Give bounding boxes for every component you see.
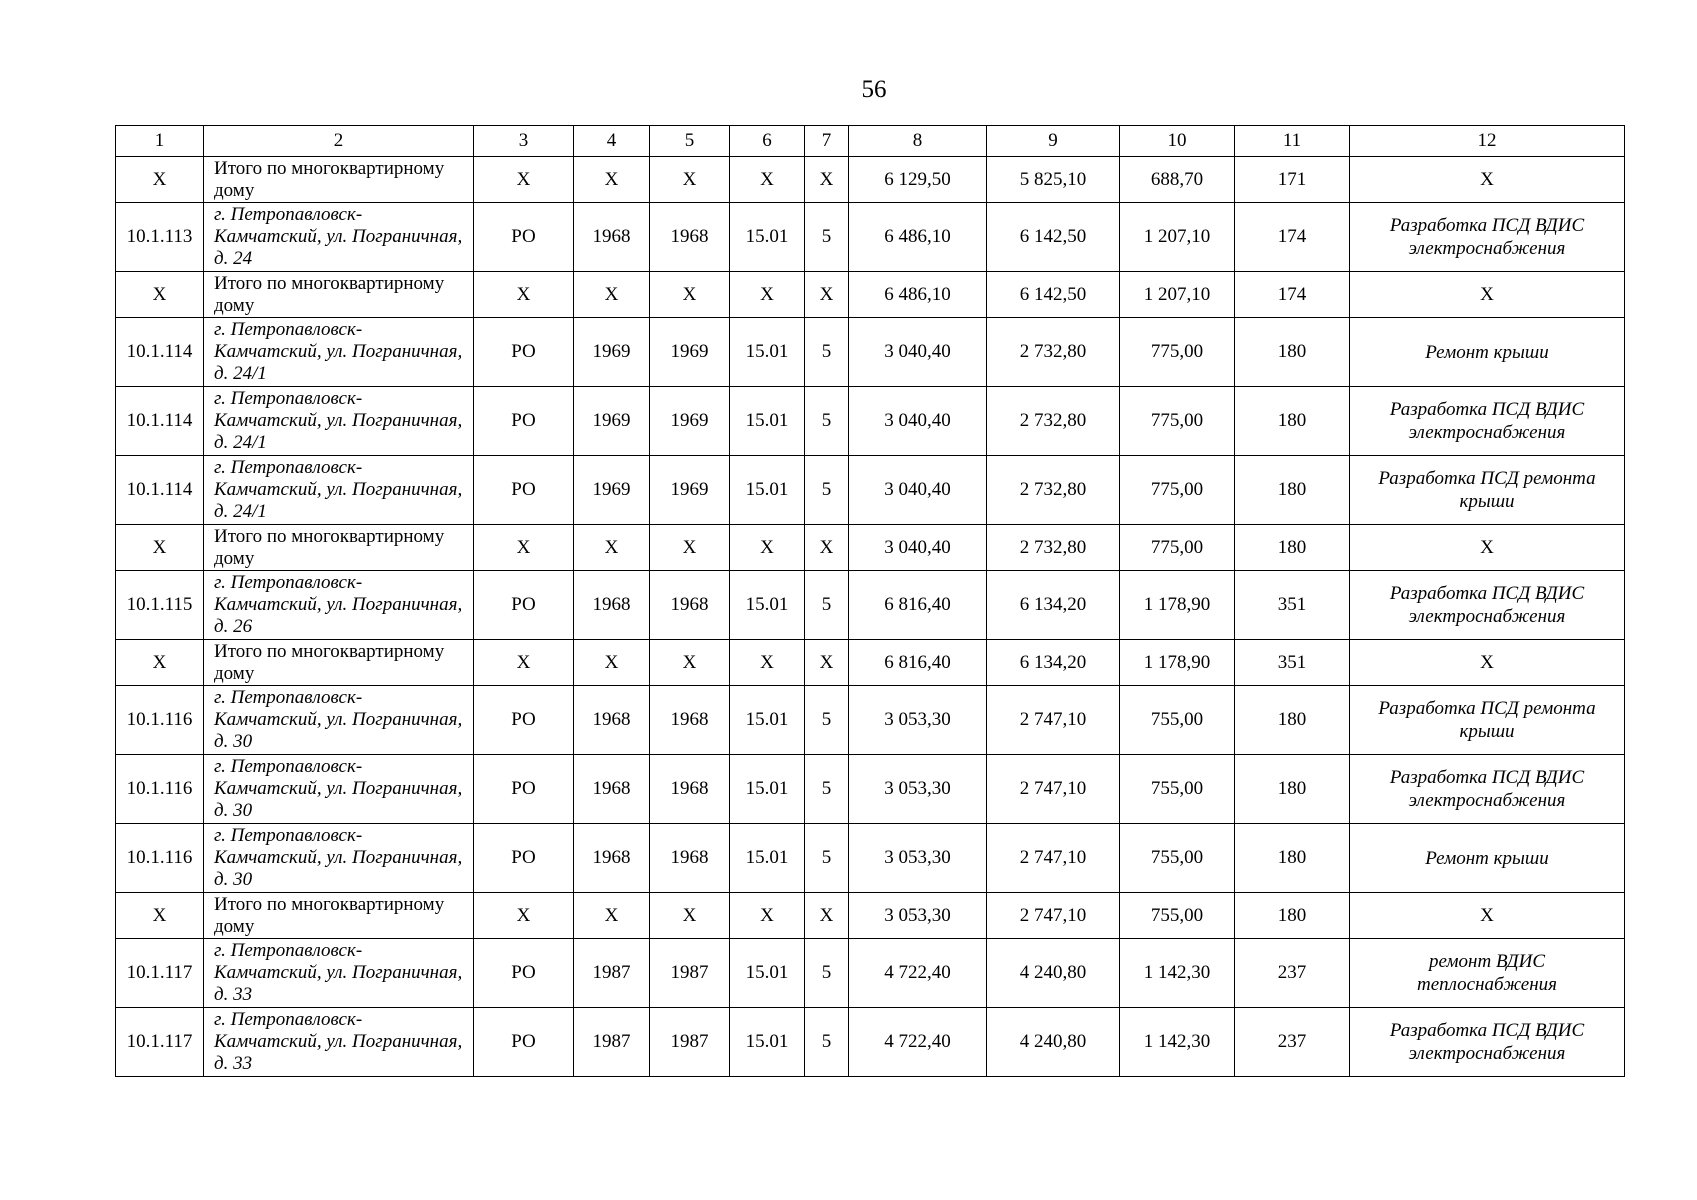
- cell-owner-type: РО: [474, 755, 574, 824]
- cell-item-code: 10.1.114: [116, 387, 204, 456]
- column-number-3: 3: [474, 126, 574, 157]
- cell-total-area: 6 129,50: [849, 157, 987, 203]
- total-row: [116, 893, 1625, 939]
- cell-item-code: 10.1.116: [116, 824, 204, 893]
- cell-year-built: 1969: [574, 387, 650, 456]
- cell-owner-type: X: [474, 525, 574, 571]
- cell-owner-type: РО: [474, 686, 574, 755]
- cell-address: г. Петропавловск-Камчатский, ул. Пограничная, д. 24/1: [204, 387, 474, 456]
- cell-work-type: Разработка ПСД ремонта крыши: [1350, 686, 1625, 755]
- cell-living-area: 6 142,50: [987, 203, 1120, 272]
- cell-living-area: 4 240,80: [987, 1008, 1120, 1077]
- cell-total-area: 3 053,30: [849, 686, 987, 755]
- table-row: [116, 1008, 1625, 1077]
- cell-work-type: Разработка ПСД ВДИС электроснабжения: [1350, 571, 1625, 640]
- cell-year-built: 1968: [574, 203, 650, 272]
- cell-living-area: 6 142,50: [987, 272, 1120, 318]
- column-number-6: 6: [730, 126, 805, 157]
- cell-work-type: Ремонт крыши: [1350, 318, 1625, 387]
- cell-wall-material-code: X: [730, 893, 805, 939]
- cell-wall-material-code: 15.01: [730, 571, 805, 640]
- cell-work-type: ремонт ВДИС теплоснабжения: [1350, 939, 1625, 1008]
- total-row: [116, 525, 1625, 571]
- cell-floors: 5: [805, 203, 849, 272]
- cell-address: Итого по многоквартирному дому: [204, 272, 474, 318]
- program-table: [115, 125, 1625, 1077]
- cell-owner-type: РО: [474, 1008, 574, 1077]
- column-number-7: 7: [805, 126, 849, 157]
- cell-year-commissioned: X: [650, 157, 730, 203]
- column-number-9: 9: [987, 126, 1120, 157]
- cell-item-code: 10.1.116: [116, 755, 204, 824]
- page-number: 56: [861, 76, 887, 103]
- cell-work-type: X: [1350, 640, 1625, 686]
- cell-floors: 5: [805, 755, 849, 824]
- cell-residents: 180: [1235, 893, 1350, 939]
- cell-work-type: X: [1350, 525, 1625, 571]
- cell-year-built: 1968: [574, 686, 650, 755]
- table-row: [116, 571, 1625, 640]
- cell-item-code: 10.1.113: [116, 203, 204, 272]
- cell-residents: 180: [1235, 686, 1350, 755]
- column-number-12: 12: [1350, 126, 1625, 157]
- cell-address: г. Петропавловск-Камчатский, ул. Пограничная, д. 24/1: [204, 318, 474, 387]
- cell-year-commissioned: 1968: [650, 755, 730, 824]
- cell-non-living-area: 1 207,10: [1120, 272, 1235, 318]
- table-row: [116, 755, 1625, 824]
- table-row: [116, 686, 1625, 755]
- cell-year-built: 1968: [574, 824, 650, 893]
- cell-residents: 180: [1235, 456, 1350, 525]
- cell-year-built: X: [574, 640, 650, 686]
- cell-floors: 5: [805, 571, 849, 640]
- cell-owner-type: РО: [474, 824, 574, 893]
- column-number-10: 10: [1120, 126, 1235, 157]
- cell-address: г. Петропавловск-Камчатский, ул. Пограничная, д. 30: [204, 755, 474, 824]
- cell-year-commissioned: 1968: [650, 686, 730, 755]
- cell-residents: 180: [1235, 525, 1350, 571]
- cell-non-living-area: 755,00: [1120, 686, 1235, 755]
- cell-total-area: 6 816,40: [849, 571, 987, 640]
- cell-total-area: 4 722,40: [849, 1008, 987, 1077]
- cell-item-code: 10.1.114: [116, 456, 204, 525]
- cell-address: г. Петропавловск-Камчатский, ул. Пограничная, д. 33: [204, 939, 474, 1008]
- cell-work-type: Разработка ПСД ВДИС электроснабжения: [1350, 755, 1625, 824]
- cell-residents: 237: [1235, 1008, 1350, 1077]
- cell-floors: X: [805, 640, 849, 686]
- cell-address: Итого по многоквартирному дому: [204, 157, 474, 203]
- cell-floors: X: [805, 272, 849, 318]
- cell-total-area: 3 040,40: [849, 525, 987, 571]
- cell-total-area: 3 053,30: [849, 755, 987, 824]
- cell-living-area: 6 134,20: [987, 640, 1120, 686]
- cell-owner-type: РО: [474, 571, 574, 640]
- cell-floors: 5: [805, 824, 849, 893]
- cell-wall-material-code: X: [730, 640, 805, 686]
- cell-work-type: Разработка ПСД ВДИС электроснабжения: [1350, 387, 1625, 456]
- cell-year-built: 1969: [574, 456, 650, 525]
- cell-non-living-area: 775,00: [1120, 318, 1235, 387]
- cell-year-commissioned: 1968: [650, 203, 730, 272]
- cell-non-living-area: 755,00: [1120, 893, 1235, 939]
- cell-year-commissioned: 1969: [650, 456, 730, 525]
- cell-year-built: X: [574, 157, 650, 203]
- cell-residents: 174: [1235, 272, 1350, 318]
- cell-wall-material-code: 15.01: [730, 755, 805, 824]
- cell-floors: 5: [805, 686, 849, 755]
- cell-non-living-area: 755,00: [1120, 824, 1235, 893]
- cell-work-type: Разработка ПСД ремонта крыши: [1350, 456, 1625, 525]
- cell-item-code: X: [116, 525, 204, 571]
- cell-residents: 171: [1235, 157, 1350, 203]
- cell-floors: 5: [805, 387, 849, 456]
- cell-floors: 5: [805, 318, 849, 387]
- cell-item-code: X: [116, 893, 204, 939]
- cell-item-code: X: [116, 272, 204, 318]
- cell-year-commissioned: X: [650, 272, 730, 318]
- cell-non-living-area: 688,70: [1120, 157, 1235, 203]
- column-number-1: 1: [116, 126, 204, 157]
- cell-wall-material-code: 15.01: [730, 387, 805, 456]
- table-row: [116, 318, 1625, 387]
- cell-non-living-area: 775,00: [1120, 525, 1235, 571]
- cell-total-area: 3 053,30: [849, 893, 987, 939]
- column-number-11: 11: [1235, 126, 1350, 157]
- cell-year-built: 1987: [574, 1008, 650, 1077]
- cell-total-area: 3 040,40: [849, 318, 987, 387]
- table-row: [116, 456, 1625, 525]
- cell-address: г. Петропавловск-Камчатский, ул. Пограничная, д. 33: [204, 1008, 474, 1077]
- cell-wall-material-code: 15.01: [730, 939, 805, 1008]
- cell-year-commissioned: 1987: [650, 1008, 730, 1077]
- cell-year-commissioned: 1968: [650, 571, 730, 640]
- cell-living-area: 2 747,10: [987, 893, 1120, 939]
- cell-wall-material-code: 15.01: [730, 318, 805, 387]
- cell-item-code: 10.1.115: [116, 571, 204, 640]
- cell-item-code: 10.1.117: [116, 1008, 204, 1077]
- cell-year-commissioned: 1969: [650, 318, 730, 387]
- cell-wall-material-code: 15.01: [730, 824, 805, 893]
- cell-owner-type: X: [474, 157, 574, 203]
- cell-address: Итого по многоквартирному дому: [204, 893, 474, 939]
- cell-item-code: X: [116, 157, 204, 203]
- cell-total-area: 4 722,40: [849, 939, 987, 1008]
- cell-wall-material-code: 15.01: [730, 1008, 805, 1077]
- cell-wall-material-code: X: [730, 157, 805, 203]
- cell-item-code: 10.1.114: [116, 318, 204, 387]
- cell-wall-material-code: 15.01: [730, 456, 805, 525]
- cell-non-living-area: 1 142,30: [1120, 939, 1235, 1008]
- cell-floors: 5: [805, 456, 849, 525]
- cell-year-built: 1968: [574, 755, 650, 824]
- cell-total-area: 3 040,40: [849, 387, 987, 456]
- cell-floors: 5: [805, 939, 849, 1008]
- table-row: [116, 203, 1625, 272]
- cell-year-commissioned: X: [650, 525, 730, 571]
- cell-non-living-area: 1 142,30: [1120, 1008, 1235, 1077]
- cell-year-built: 1969: [574, 318, 650, 387]
- cell-year-commissioned: X: [650, 640, 730, 686]
- cell-living-area: 5 825,10: [987, 157, 1120, 203]
- cell-living-area: 2 732,80: [987, 387, 1120, 456]
- cell-floors: X: [805, 157, 849, 203]
- table-body: [116, 126, 1625, 1077]
- cell-year-built: 1968: [574, 571, 650, 640]
- cell-living-area: 2 732,80: [987, 525, 1120, 571]
- cell-living-area: 2 747,10: [987, 824, 1120, 893]
- cell-residents: 351: [1235, 571, 1350, 640]
- table-row: [116, 387, 1625, 456]
- cell-living-area: 2 747,10: [987, 755, 1120, 824]
- cell-living-area: 2 732,80: [987, 318, 1120, 387]
- cell-non-living-area: 1 207,10: [1120, 203, 1235, 272]
- total-row: [116, 640, 1625, 686]
- cell-address: г. Петропавловск-Камчатский, ул. Пограничная, д. 24: [204, 203, 474, 272]
- cell-residents: 180: [1235, 824, 1350, 893]
- cell-work-type: Разработка ПСД ВДИС электроснабжения: [1350, 1008, 1625, 1077]
- cell-floors: 5: [805, 1008, 849, 1077]
- cell-total-area: 3 040,40: [849, 456, 987, 525]
- cell-year-built: X: [574, 525, 650, 571]
- cell-year-commissioned: 1969: [650, 387, 730, 456]
- cell-address: Итого по многоквартирному дому: [204, 525, 474, 571]
- table-row: [116, 824, 1625, 893]
- cell-owner-type: РО: [474, 387, 574, 456]
- cell-owner-type: РО: [474, 203, 574, 272]
- cell-address: г. Петропавловск-Камчатский, ул. Пограничная, д. 30: [204, 824, 474, 893]
- cell-address: Итого по многоквартирному дому: [204, 640, 474, 686]
- cell-total-area: 3 053,30: [849, 824, 987, 893]
- cell-residents: 180: [1235, 387, 1350, 456]
- cell-total-area: 6 816,40: [849, 640, 987, 686]
- cell-work-type: Разработка ПСД ВДИС электроснабжения: [1350, 203, 1625, 272]
- cell-residents: 180: [1235, 318, 1350, 387]
- cell-owner-type: X: [474, 893, 574, 939]
- column-number-2: 2: [204, 126, 474, 157]
- cell-non-living-area: 1 178,90: [1120, 571, 1235, 640]
- cell-item-code: X: [116, 640, 204, 686]
- cell-non-living-area: 775,00: [1120, 456, 1235, 525]
- cell-wall-material-code: 15.01: [730, 203, 805, 272]
- cell-item-code: 10.1.117: [116, 939, 204, 1008]
- cell-year-commissioned: 1968: [650, 824, 730, 893]
- cell-work-type: X: [1350, 272, 1625, 318]
- column-number-row: [116, 126, 1625, 157]
- cell-floors: X: [805, 525, 849, 571]
- cell-wall-material-code: X: [730, 525, 805, 571]
- cell-living-area: 6 134,20: [987, 571, 1120, 640]
- cell-owner-type: РО: [474, 456, 574, 525]
- cell-year-built: X: [574, 272, 650, 318]
- column-number-5: 5: [650, 126, 730, 157]
- cell-item-code: 10.1.116: [116, 686, 204, 755]
- cell-work-type: X: [1350, 893, 1625, 939]
- cell-living-area: 2 747,10: [987, 686, 1120, 755]
- column-number-8: 8: [849, 126, 987, 157]
- table-row: [116, 939, 1625, 1008]
- cell-year-built: X: [574, 893, 650, 939]
- cell-address: г. Петропавловск-Камчатский, ул. Пограничная, д. 26: [204, 571, 474, 640]
- cell-year-commissioned: 1987: [650, 939, 730, 1008]
- cell-residents: 174: [1235, 203, 1350, 272]
- total-row: [116, 157, 1625, 203]
- cell-total-area: 6 486,10: [849, 203, 987, 272]
- cell-owner-type: X: [474, 640, 574, 686]
- cell-year-built: 1987: [574, 939, 650, 1008]
- cell-floors: X: [805, 893, 849, 939]
- cell-owner-type: РО: [474, 939, 574, 1008]
- cell-work-type: Ремонт крыши: [1350, 824, 1625, 893]
- total-row: [116, 272, 1625, 318]
- cell-address: г. Петропавловск-Камчатский, ул. Пограничная, д. 24/1: [204, 456, 474, 525]
- cell-residents: 351: [1235, 640, 1350, 686]
- cell-residents: 180: [1235, 755, 1350, 824]
- cell-non-living-area: 775,00: [1120, 387, 1235, 456]
- cell-non-living-area: 755,00: [1120, 755, 1235, 824]
- cell-wall-material-code: X: [730, 272, 805, 318]
- cell-owner-type: РО: [474, 318, 574, 387]
- cell-non-living-area: 1 178,90: [1120, 640, 1235, 686]
- cell-living-area: 2 732,80: [987, 456, 1120, 525]
- cell-work-type: X: [1350, 157, 1625, 203]
- column-number-4: 4: [574, 126, 650, 157]
- cell-wall-material-code: 15.01: [730, 686, 805, 755]
- cell-total-area: 6 486,10: [849, 272, 987, 318]
- cell-residents: 237: [1235, 939, 1350, 1008]
- cell-year-commissioned: X: [650, 893, 730, 939]
- cell-living-area: 4 240,80: [987, 939, 1120, 1008]
- cell-address: г. Петропавловск-Камчатский, ул. Пограничная, д. 30: [204, 686, 474, 755]
- cell-owner-type: X: [474, 272, 574, 318]
